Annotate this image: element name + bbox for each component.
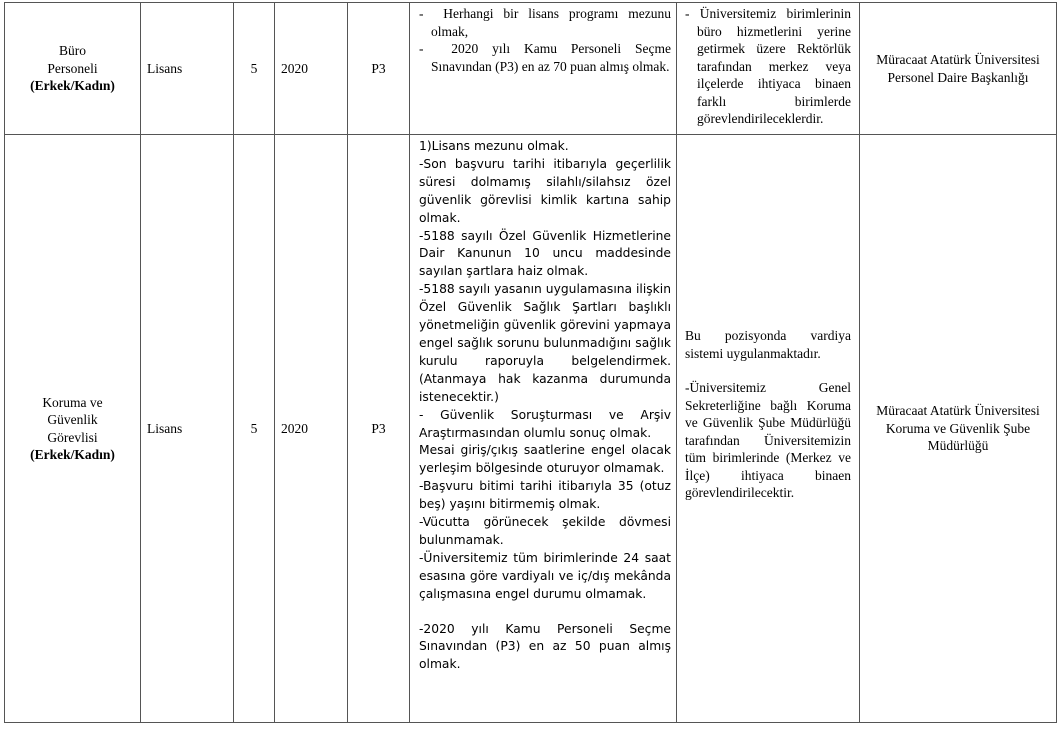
position-cell <box>5 135 141 723</box>
requirement-item: -5188 sayılı yasanın uygulamasına ilişkin Özel Güvenlik Sağlık Şartları başlıklı yönetmeliğin güvenlik görevini yapmaya engel sağlık sorunu bulunmadığını sağlık kurulu raporuyla belgelendirmek. (Atanmaya hak kazanma durumunda istenecektir.) <box>419 282 671 404</box>
requirement-item: -Başvuru bitimi tarihi itibarıyla 35 (otuz beş) yaşını bitirmemiş olmak. <box>419 479 671 512</box>
position-title: Personeli <box>47 60 98 76</box>
notes-cell <box>677 135 860 723</box>
position-title: Koruma ve <box>42 394 103 410</box>
requirement-item: -5188 sayılı Özel Güvenlik Hizmetlerine Dair Kanunun 10 uncu maddesinde sayılan şartlara haiz olmak. <box>419 228 671 279</box>
application-cell: Müracaat Atatürk Üniversitesi Koruma ve Güvenlik Şube Müdürlüğü <box>860 135 1057 723</box>
gender-label: (Erkek/Kadın) <box>30 78 115 94</box>
table-row <box>5 3 1057 135</box>
gender-label: (Erkek/Kadın) <box>30 447 115 462</box>
notes-text: -Üniversitemiz Genel Sekreterliğine bağlı Koruma ve Güvenlik Şube Müdürlüğü tarafından Üniversitemizin tüm birimlerinde (Merkez ve İlçe) ihtiyaca binaen görevlendirilecektir. <box>685 380 851 500</box>
application-cell: Müracaat Atatürk Üniversitesi Personel Daire Başkanlığı <box>860 3 1057 135</box>
count-cell: 5 <box>234 135 275 723</box>
exam-cell: P3 <box>348 3 410 135</box>
table-row <box>5 135 1057 723</box>
requirement-item: 1)Lisans mezunu olmak. <box>419 139 569 153</box>
exam-cell: P3 <box>348 135 410 723</box>
requirement-item: -Vücutta görünecek şekilde dövmesi bulunmamak. <box>419 515 671 547</box>
requirements-cell <box>410 135 677 723</box>
requirements-cell <box>410 3 677 135</box>
requirement-item: -Üniversitemiz tüm birimlerinde 24 saat esasına göre vardiyalı ve iç/dış mekânda çalışmasına engel durumu olmamak. <box>419 550 671 601</box>
notes-cell <box>677 3 860 135</box>
position-title: Güvenlik <box>47 412 98 427</box>
staff-positions-table <box>4 2 1057 723</box>
notes-text: - Üniversitemiz birimlerinin büro hizmetlerini yerine getirmek üzere Rektörlük tarafından merkez veya ilçelerde ihtiyaca binaen farklı birimlerde görevlendirileceklerdir. <box>685 6 851 126</box>
count-cell: 5 <box>234 3 275 135</box>
requirement-item: - Herhangi bir lisans programı mezunu olmak, <box>419 6 671 39</box>
year-cell: 2020 <box>275 135 348 723</box>
education-cell: Lisans <box>141 135 234 723</box>
education-cell: Lisans <box>141 3 234 135</box>
requirement-item: Mesai giriş/çıkış saatlerine engel olacak yerleşim bölgesinde oturuyor olmamak. <box>419 443 671 476</box>
requirement-item: -2020 yılı Kamu Personeli Seçme Sınavından (P3) en az 50 puan almış olmak. <box>419 621 671 672</box>
requirement-item: - 2020 yılı Kamu Personeli Seçme Sınavından (P3) en az 70 puan almış olmak. <box>419 41 671 74</box>
spacer <box>419 604 671 621</box>
spacer <box>685 362 851 379</box>
year-cell: 2020 <box>275 3 348 135</box>
notes-text: Bu pozisyonda vardiya sistemi uygulanmaktadır. <box>685 328 851 361</box>
position-title: Büro <box>59 43 86 59</box>
position-cell <box>5 3 141 135</box>
requirement-item: -Son başvuru tarihi itibarıyla geçerlilik süresi dolmamış silahlı/silahsız özel güvenlik görevlisi kimlik kartına sahip olmak. <box>419 156 671 225</box>
requirement-item: - Güvenlik Soruşturması ve Arşiv Araştırmasından olumlu sonuç olmak. <box>419 407 671 440</box>
position-title: Görevlisi <box>47 429 98 445</box>
